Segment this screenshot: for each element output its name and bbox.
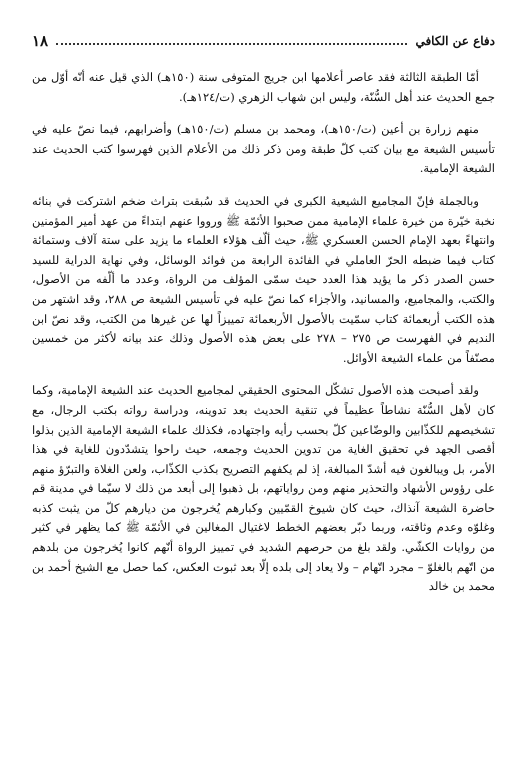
paragraph: أمّا الطبقة الثالثة فقد عاصر أعلامها ابن جريج المتوفى سنة (١٥٠هـ) الذي قيل عنه أنّه أوّل من جمع الحديث عند أهل السُّنّة، وليس ابن شهاب الزهري (ت/١٢٤هـ). bbox=[32, 70, 495, 104]
body-text bbox=[32, 68, 495, 610]
page-number: ١٨ bbox=[32, 32, 49, 50]
paragraph: منهم زرارة بن أعين (ت/١٥٠هـ)، ومحمد بن مسلم (ت/١٥٠هـ) وأضرابهم، فيما نصّ عليه في تأسيس الشيعة مع بيان كتب كلّ طبقة ومن ذكر ذلك من الأعلام الذين فهرسوا كتب الحديث عند الشيعة الإمامية. bbox=[32, 122, 495, 176]
header-dotted-leader bbox=[56, 43, 407, 45]
running-title: دفاع عن الكافي bbox=[415, 34, 495, 48]
paragraph: ولقد أصبحت هذه الأصول تشكّل المحتوى الحقيقي لمجاميع الحديث عند الشيعة الإمامية، وكما كان لأهل السُّنّة نشاطاً عظيماً في تنقية الحديث بعد تدوينه، ودراسة رواته بكتب الرجال، مع تشخيصهم للكذّابين والوضّاعين كلّ بحسب رأيه واجتهاده، فكذلك علماء الشيعة الإمامية الذين بذلوا أقصى الجهد في تحقيق الغاية من تدوين الحديث وجمعه، حيث راحوا يتشدّدون للغاية في هذا الأمر، بل ويبالغون فيه أشدّ المبالغة، إذ لم يكفهم التصريح بكذب الكذّاب، ولعن الغلاة والتبرّؤ منهم على رؤوس الأشهاد والتحذير منهم ومن رواياتهم، بل ذهبوا إلى أبعد من ذلك لا سيّما في مدينة قم حاضرة الشيعة آنذاك، حيث كان شيوخ القمّيين وكبارهم يُخرجون من ديارهم كلّ من يثبت كذبه وغلوّه وعدم وثاقته، وربما دبّر بعضهم الخطط لاغتيال المغالين في الأئمّة ﷺ كما يظهر في كثير من روايات الكشّي. ولقد بلغ من حرصهم الشديد في تمييز الرواة أنّهم كانوا يُخرجون من بلدهم من اتّهم بالغلوّ – مجرد اتّهام – ولا يعاد إلى بلده إلّا بعد ثبوت العكس، كما حصل مع الشيخ أحمد بن محمد بن خالد bbox=[32, 383, 495, 594]
page-header bbox=[32, 28, 495, 50]
paragraph: وبالجملة فإنّ المجاميع الشيعية الكبرى في الحديث قد سُبقت بتراث ضخم اشتركت في بنائه نخبة خيّرة من خيرة علماء الإمامية ممن صحبوا الأئمّة ﷺ ورووا عنهم ابتداءً من عهد أمير المؤمنين وانتهاءً بعهد الإمام الحسن العسكري ﷺ، حيث ألّف هؤلاء العلماء ما يزيد على ستة آلاف وستمائة كتاب فيما ضبطه الحرّ العاملي في الفائدة الرابعة من فوائد الوسائل، وفي نهاية الدراية للسيد حسن الصدر ذكر ما يؤيد هذا العدد حيث سمّى المؤلف من الرواة، وعدد ما ألّفه من الأصول، والكتب، والمجاميع، والمسانيد، والأجزاء كما نصّ عليه في تأسيس الشيعة ص ٢٨٨، وقد اشتهر من هذه الكتب أربعمائة كتاب سمّيت بالأصول الأربعمائة تمييزاً لها عن غيرها من الكتب، وقد نصّ ابن النديم في الفهرست ص ٢٧٥ – ٢٧٨ على بعض هذه الأصول وذلك عند بيانه لأكثر من خمسين مصنّفاً من علماء الشيعة الأوائل. bbox=[32, 193, 496, 365]
